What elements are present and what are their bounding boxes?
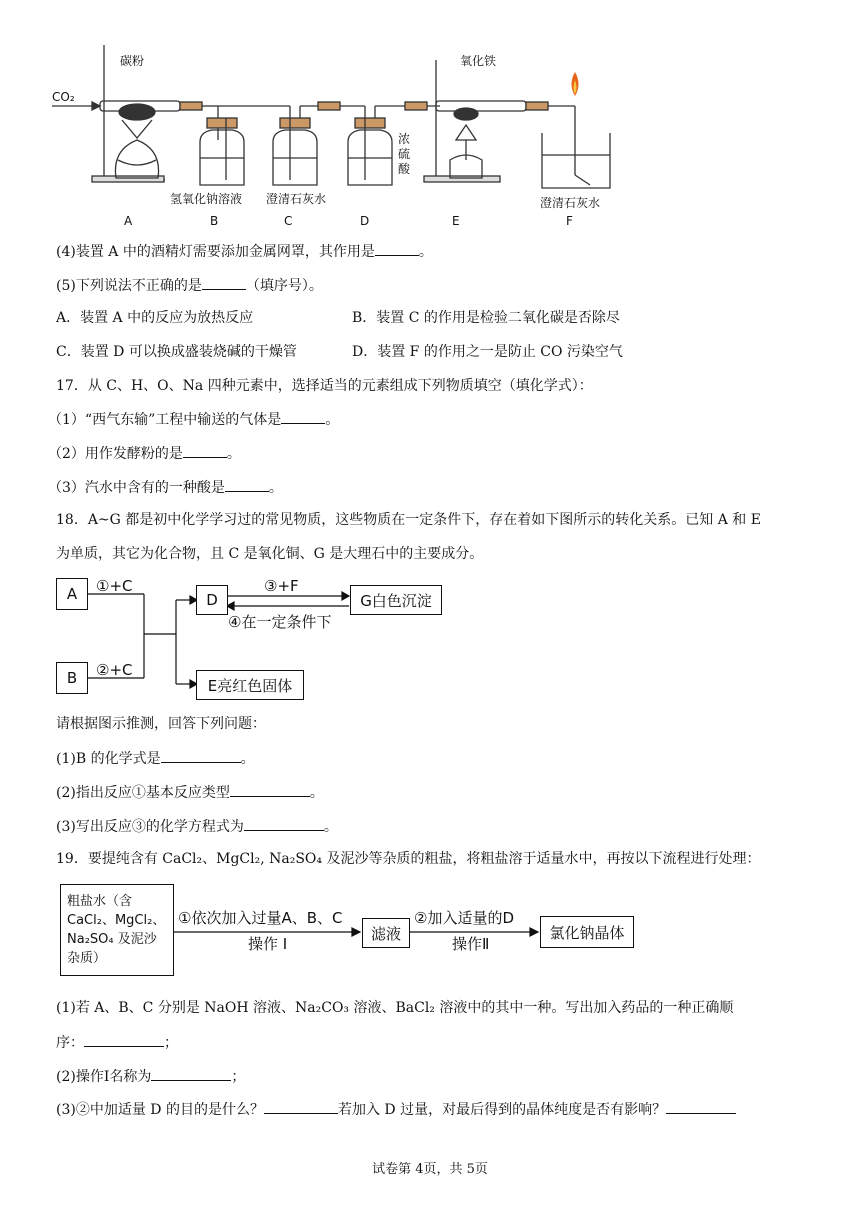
q19-stem: 19．要提纯含有 CaCl₂、MgCl₂, Na₂SO₄ 及泥沙等杂质的粗盐，将粗盐溶于适量水中，再按以下流程进行处理： xyxy=(56,851,761,867)
q18-s3: (3)写出反应③的化学方程式为 。 xyxy=(56,816,338,837)
q18-s2: (2)指出反应①基本反应类型 。 xyxy=(56,782,324,803)
letter-c: C xyxy=(284,214,293,228)
arrow-label-1: ①+C xyxy=(96,577,133,595)
page-footer: 试卷第 4页，共 5页 xyxy=(372,1162,488,1177)
bottle-b-label: 氢氧化钠溶液 xyxy=(170,192,243,206)
q19-s1: (1)若 A、B、C 分别是 NaOH 溶液、Na₂CO₃ 溶液、BaCl₂ 溶液中的其中一种。写出加入药品的一种正确顺 xyxy=(56,1000,734,1016)
q19-step2: ②加入适量的D xyxy=(414,909,514,927)
flow-box-b: B xyxy=(56,662,88,694)
letter-b: B xyxy=(210,214,219,228)
q19-op2: 操作Ⅱ xyxy=(452,935,490,953)
q19-s2: (2)操作Ⅰ名称为 ； xyxy=(56,1066,245,1087)
q18-stem-1: 18．A~G 都是初中化学学习过的常见物质，这些物质在一定条件下，存在着如下图所示的转化关系。已知 A 和 E xyxy=(56,512,761,528)
q19-step1: ①依次加入过量A、B、C xyxy=(178,909,343,927)
letter-e: E xyxy=(452,214,460,228)
acid-label: 浓 硫 酸 xyxy=(398,132,411,176)
q16-option-c: C．装置 D 可以换成盛装烧碱的干燥管 xyxy=(56,344,297,360)
q19-s3: (3)②中加适量 D 的目的是什么？ 若加入 D 过量，对最后得到的晶体纯度是否有影响？ xyxy=(56,1099,736,1120)
flow-box-nacl: 氯化钠晶体 xyxy=(540,916,634,948)
flow-box-a: A xyxy=(56,578,88,610)
arrow-label-2: ②+C xyxy=(96,661,133,679)
beaker-f-label: 澄清石灰水 xyxy=(540,196,601,210)
q16-part5: (5)下列说法不正确的是 （填序号）。 xyxy=(56,275,323,296)
flow-box-filtrate: 滤液 xyxy=(362,918,410,948)
q18-s1: (1)B 的化学式是 。 xyxy=(56,748,255,769)
flow-box-d: D xyxy=(196,585,228,615)
letter-f: F xyxy=(566,214,573,228)
flow-box-crude-salt: 粗盐水（含 CaCl₂、MgCl₂、 Na₂SO₄ 及泥沙 杂质） xyxy=(60,884,174,976)
q17-s2: （2）用作发酵粉的是 。 xyxy=(48,443,241,464)
q17-stem: 17．从 C、H、O、Na 四种元素中，选择适当的元素组成下列物质填空（填化学式）： xyxy=(56,378,593,394)
q16-option-a: A．装置 A 中的反应为放热反应 xyxy=(56,310,254,326)
bottle-c-label: 澄清石灰水 xyxy=(266,192,327,206)
iron-oxide-label: 氧化铁 xyxy=(460,54,497,68)
q18-stem-2: 为单质，其它为化合物，且 C 是氧化铜、G 是大理石中的主要成分。 xyxy=(56,546,484,562)
arrow-label-3: ③+F xyxy=(264,577,299,595)
q16-option-b: B．装置 C 的作用是检验二氧化碳是否除尽 xyxy=(352,310,620,326)
q19-s1b: 序： ； xyxy=(56,1032,178,1053)
arrow-label-4: ④在一定条件下 xyxy=(228,613,332,631)
q16-option-d: D．装置 F 的作用之一是防止 CO 污染空气 xyxy=(352,344,623,360)
q18-prompt: 请根据图示推测，回答下列问题： xyxy=(56,716,266,732)
q16-part4: (4)装置 A 中的酒精灯需要添加金属网罩，其作用是 。 xyxy=(56,241,433,262)
letter-d: D xyxy=(360,214,370,228)
apparatus-diagram xyxy=(0,0,860,230)
carbon-label: 碳粉 xyxy=(120,54,145,68)
inlet-label: CO₂ xyxy=(52,90,75,104)
q17-s1: （1）“西气东输”工程中输送的气体是 。 xyxy=(48,409,339,430)
q19-op1: 操作 I xyxy=(248,935,288,953)
flow-box-e: E亮红色固体 xyxy=(196,670,304,700)
letter-a: A xyxy=(124,214,133,228)
flow-box-g: G白色沉淀 xyxy=(350,585,442,615)
q17-s3: （3）汽水中含有的一种酸是 。 xyxy=(48,477,283,498)
